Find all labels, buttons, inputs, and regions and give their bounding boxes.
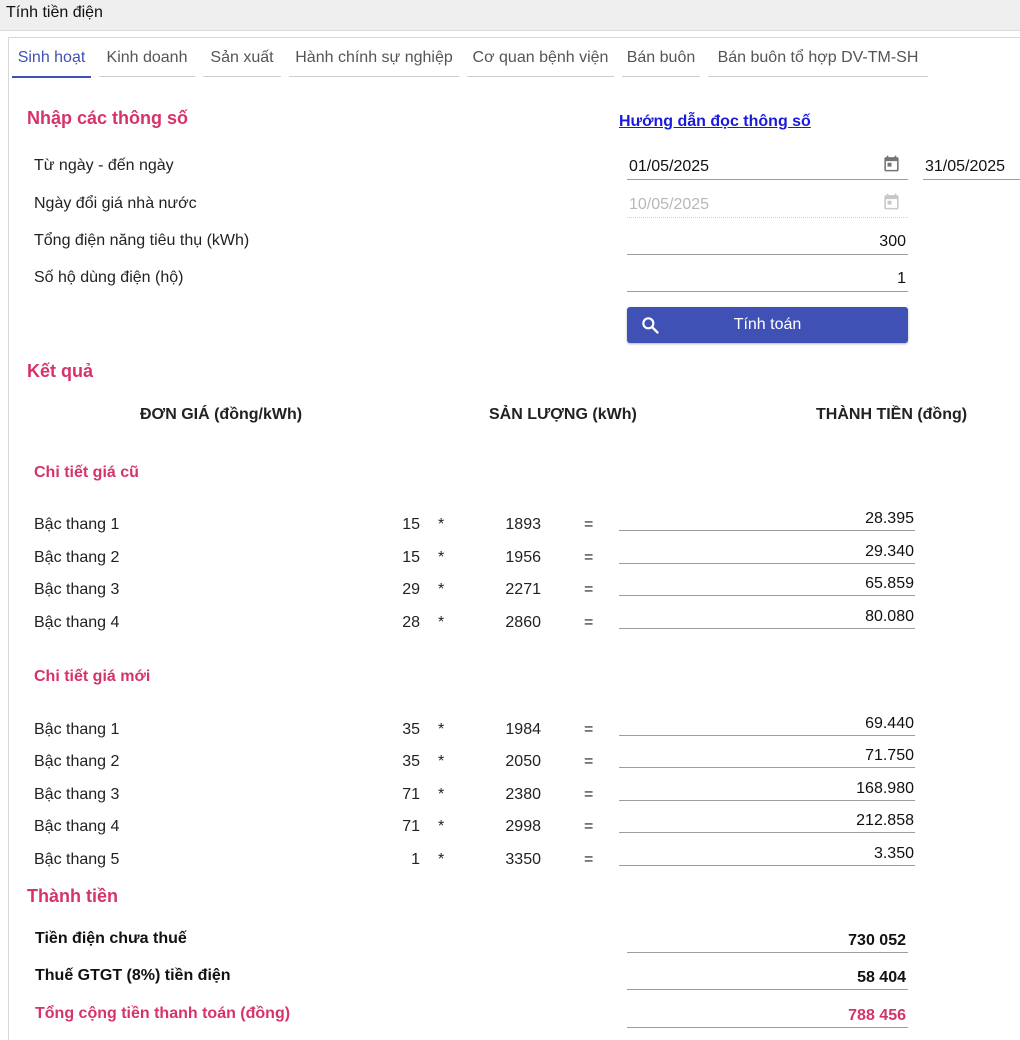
total-kwh-field[interactable] xyxy=(627,232,908,255)
grand-total-value: 788 456 xyxy=(848,1007,906,1024)
tier-quantity: 35 xyxy=(402,753,420,770)
tier-label: Bậc thang 1 xyxy=(34,516,120,533)
price-change-date-value: 10/05/2025 xyxy=(629,196,710,213)
tier-price: 3350 xyxy=(505,851,541,868)
multiply-sign: * xyxy=(438,721,445,738)
equals-sign: = xyxy=(584,614,594,631)
guide-link[interactable]: Hướng dẫn đọc thông số xyxy=(619,113,811,130)
multiply-sign: * xyxy=(438,818,445,835)
results-section-title: Kết quả xyxy=(27,361,94,381)
tier-amount: 29.340 xyxy=(865,543,914,560)
multiply-sign: * xyxy=(438,614,445,631)
window-title: Tính tiền điện xyxy=(6,4,103,21)
tier-price: 2050 xyxy=(505,753,541,770)
from-date-field[interactable] xyxy=(627,157,908,180)
tier-label: Bậc thang 3 xyxy=(34,581,120,598)
tier-price: 1984 xyxy=(505,721,541,738)
tier-amount-field xyxy=(619,715,915,736)
equals-sign: = xyxy=(584,549,594,566)
tier-amount-field xyxy=(619,575,915,596)
tier-label: Bậc thang 4 xyxy=(34,614,120,631)
tier-amount: 80.080 xyxy=(865,608,914,625)
tier-price: 1956 xyxy=(505,549,541,566)
tier-quantity: 28 xyxy=(402,614,420,631)
price-change-date-field xyxy=(627,195,908,218)
equals-sign: = xyxy=(584,516,594,533)
tier-label: Bậc thang 3 xyxy=(34,786,120,803)
tier-amount-field xyxy=(619,543,915,564)
equals-sign: = xyxy=(584,721,594,738)
tier-amount-field xyxy=(619,780,915,801)
total-kwh-label: Tổng điện năng tiêu thụ (kWh) xyxy=(34,232,250,249)
multiply-sign: * xyxy=(438,753,445,770)
tier-amount: 65.859 xyxy=(865,575,914,592)
tier-quantity: 15 xyxy=(402,549,420,566)
tier-quantity: 29 xyxy=(402,581,420,598)
tier-price: 2998 xyxy=(505,818,541,835)
tab-co-quan-benh-vien[interactable]: Cơ quan bệnh viện xyxy=(467,40,614,77)
tier-amount: 168.980 xyxy=(856,780,914,797)
tier-price: 1893 xyxy=(505,516,541,533)
tier-amount: 3.350 xyxy=(873,845,914,862)
households-label: Số hộ dùng điện (hộ) xyxy=(34,269,184,286)
tier-quantity: 71 xyxy=(402,786,420,803)
multiply-sign: * xyxy=(438,549,445,566)
vat-field xyxy=(627,967,908,990)
to-date-field[interactable] xyxy=(923,157,1020,180)
equals-sign: = xyxy=(584,818,594,835)
window-titlebar xyxy=(0,0,1020,31)
tab-bar xyxy=(8,40,1020,78)
volume-column-header: SẢN LƯỢNG (kWh) xyxy=(489,406,637,423)
inputs-section-title: Nhập các thông số xyxy=(27,108,189,128)
households-value: 1 xyxy=(897,270,906,287)
date-range-label: Từ ngày - đến ngày xyxy=(34,157,174,174)
equals-sign: = xyxy=(584,786,594,803)
tier-label: Bậc thang 1 xyxy=(34,721,120,738)
tier-label: Bậc thang 2 xyxy=(34,549,120,566)
price-change-date-label: Ngày đổi giá nhà nước xyxy=(34,195,197,212)
equals-sign: = xyxy=(584,581,594,598)
unit-price-column-header: ĐƠN GIÁ (đồng/kWh) xyxy=(140,406,303,423)
vat-label: Thuế GTGT (8%) tiền điện xyxy=(35,967,231,984)
tier-amount: 69.440 xyxy=(865,715,914,732)
multiply-sign: * xyxy=(438,786,445,803)
pre-tax-field xyxy=(627,930,908,953)
tier-quantity: 71 xyxy=(402,818,420,835)
tier-quantity: 1 xyxy=(411,851,420,868)
tab-ban-buon-to-hop[interactable]: Bán buôn tổ hợp DV-TM-SH xyxy=(708,40,928,77)
total-kwh-value: 300 xyxy=(879,233,906,250)
tier-amount: 212.858 xyxy=(856,812,914,829)
multiply-sign: * xyxy=(438,851,445,868)
tier-amount-field xyxy=(619,747,915,768)
new-prices-title: Chi tiết giá mới xyxy=(34,668,151,685)
tier-amount-field xyxy=(619,510,915,531)
pre-tax-label: Tiền điện chưa thuế xyxy=(35,930,187,947)
tier-price: 2271 xyxy=(505,581,541,598)
tier-price: 2860 xyxy=(505,614,541,631)
tab-kinh-doanh[interactable]: Kinh doanh xyxy=(99,40,195,77)
calculate-button-label: Tính toán xyxy=(733,316,802,333)
old-prices-title: Chi tiết giá cũ xyxy=(34,464,139,481)
amount-column-header: THÀNH TIỀN (đồng) xyxy=(816,406,968,423)
tier-label: Bậc thang 4 xyxy=(34,818,120,835)
tab-san-xuat[interactable]: Sản xuất xyxy=(203,40,281,77)
calendar-icon xyxy=(882,192,902,212)
tier-price: 2380 xyxy=(505,786,541,803)
vat-value: 58 404 xyxy=(857,969,906,986)
multiply-sign: * xyxy=(438,516,445,533)
calculator-panel xyxy=(8,37,1020,1040)
tier-amount: 28.395 xyxy=(865,510,914,527)
calendar-icon[interactable] xyxy=(882,154,902,174)
tier-amount-field xyxy=(619,812,915,833)
tier-amount: 71.750 xyxy=(865,747,914,764)
totals-section-title: Thành tiền xyxy=(27,886,118,906)
equals-sign: = xyxy=(584,753,594,770)
from-date-value: 01/05/2025 xyxy=(629,158,710,175)
tab-hanh-chinh-su-nghiep[interactable]: Hành chính sự nghiệp xyxy=(289,40,459,77)
grand-total-field xyxy=(627,1005,908,1028)
tier-quantity: 35 xyxy=(402,721,420,738)
tier-label: Bậc thang 2 xyxy=(34,753,120,770)
tab-sinh-hoat[interactable]: Sinh hoạt xyxy=(12,40,91,78)
pre-tax-value: 730 052 xyxy=(848,932,906,949)
households-field[interactable] xyxy=(627,269,908,292)
tab-ban-buon[interactable]: Bán buôn xyxy=(622,40,700,77)
tier-quantity: 15 xyxy=(402,516,420,533)
calculate-button[interactable] xyxy=(627,307,908,343)
tier-amount-field xyxy=(619,608,915,629)
grand-total-label: Tổng cộng tiền thanh toán (đồng) xyxy=(35,1005,291,1022)
tier-label: Bậc thang 5 xyxy=(34,851,120,868)
tier-amount-field xyxy=(619,845,915,866)
to-date-value: 31/05/2025 xyxy=(925,158,1006,175)
equals-sign: = xyxy=(584,851,594,868)
multiply-sign: * xyxy=(438,581,445,598)
